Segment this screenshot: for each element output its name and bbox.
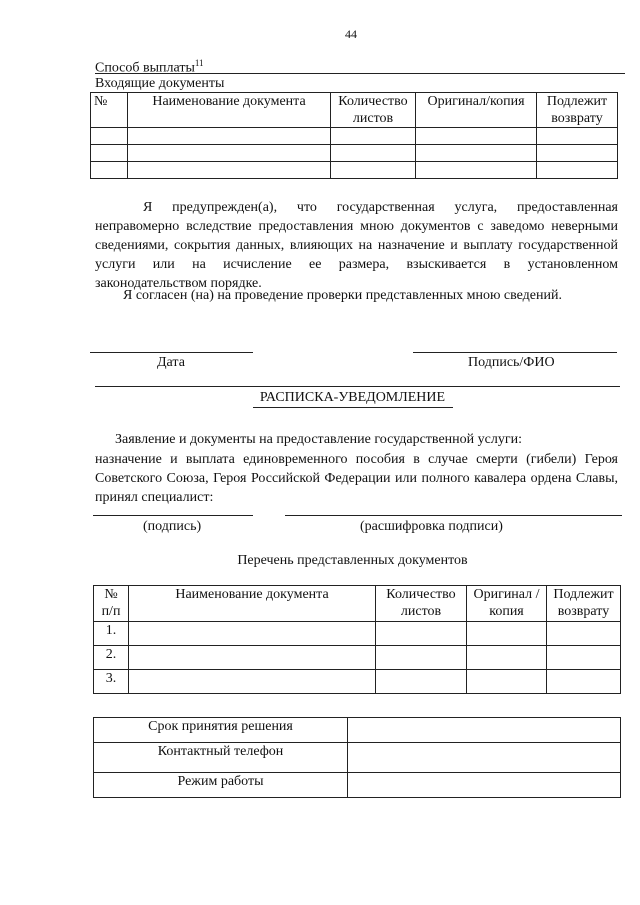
cell[interactable] xyxy=(537,145,618,162)
payment-method-line xyxy=(95,73,625,74)
table-row xyxy=(94,646,621,670)
col-header: Наименование документа xyxy=(129,586,376,622)
page-number: 44 xyxy=(345,27,357,41)
cell[interactable] xyxy=(416,162,537,179)
info-table xyxy=(93,717,621,798)
table-row xyxy=(94,622,621,646)
divider xyxy=(95,386,620,387)
cell[interactable] xyxy=(547,670,621,694)
cell[interactable] xyxy=(331,145,416,162)
cell[interactable] xyxy=(91,145,128,162)
cell[interactable] xyxy=(416,128,537,145)
cell[interactable] xyxy=(129,670,376,694)
cell[interactable] xyxy=(348,743,621,773)
cell[interactable] xyxy=(331,128,416,145)
footnote-ref: 11 xyxy=(194,58,204,68)
cell[interactable] xyxy=(376,670,467,694)
cell[interactable] xyxy=(547,646,621,670)
warning-paragraph: Я предупрежден(а), что государственная услуга, предоставленная неправомерно вследствие предоставления мною документов с заведомо неверными сведениями, сокрытия данных, влияющих на назначение и выплату государственной услуги или на исчисление ее размера, взыскивается в установленном законодательством порядке. xyxy=(95,200,618,291)
cell[interactable] xyxy=(376,646,467,670)
incoming-documents-table xyxy=(90,92,618,179)
row-number: 3. xyxy=(94,670,129,694)
date-label: Дата xyxy=(157,355,185,370)
signature-line xyxy=(413,352,617,353)
consent-paragraph: Я согласен (на) на проведение проверки представленных мною сведений. xyxy=(123,288,562,303)
table-row xyxy=(94,670,621,694)
col-header: Оригинал/копия xyxy=(416,93,537,128)
cell[interactable] xyxy=(376,622,467,646)
specialist-name-line xyxy=(285,515,622,516)
cell[interactable] xyxy=(129,646,376,670)
cell[interactable] xyxy=(348,718,621,743)
list-title: Перечень представленных документов xyxy=(237,553,468,568)
cell[interactable] xyxy=(537,162,618,179)
documents-table xyxy=(93,585,621,694)
info-label: Срок принятия решения xyxy=(94,718,348,743)
date-line xyxy=(90,352,253,353)
col-header: Подлежит возврату xyxy=(547,586,621,622)
cell[interactable] xyxy=(331,162,416,179)
info-label: Контактный телефон xyxy=(94,743,348,773)
table-row xyxy=(91,128,618,145)
col-header: Количество листов xyxy=(376,586,467,622)
cell[interactable] xyxy=(348,773,621,798)
table-row xyxy=(91,162,618,179)
cell[interactable] xyxy=(537,128,618,145)
cell[interactable] xyxy=(467,646,547,670)
table-row xyxy=(94,718,621,743)
col-header: Количество листов xyxy=(331,93,416,128)
cell[interactable] xyxy=(416,145,537,162)
cell[interactable] xyxy=(91,162,128,179)
signature-label: Подпись/ФИО xyxy=(468,355,555,370)
info-label: Режим работы xyxy=(94,773,348,798)
cell[interactable] xyxy=(91,128,128,145)
specialist-sign-line xyxy=(93,515,253,516)
table-row xyxy=(94,743,621,773)
receipt-text: назначение и выплата единовременного пособия в случае смерти (гибели) Героя Советского Союза, Героя Российской Федерации или полного кавалера ордена Славы, принял специалист: xyxy=(95,452,618,505)
row-number: 2. xyxy=(94,646,129,670)
cell[interactable] xyxy=(128,145,331,162)
col-header: № п/п xyxy=(94,586,129,622)
sign-caption: (подпись) xyxy=(143,519,202,534)
table-row xyxy=(94,773,621,798)
decode-caption: (расшифровка подписи) xyxy=(360,519,503,534)
col-header: Наименование документа xyxy=(128,93,331,128)
row-number: 1. xyxy=(94,622,129,646)
cell[interactable] xyxy=(547,622,621,646)
title-underline xyxy=(253,407,453,408)
cell[interactable] xyxy=(129,622,376,646)
cell[interactable] xyxy=(467,622,547,646)
col-header: Оригинал /копия xyxy=(467,586,547,622)
receipt-title: РАСПИСКА-УВЕДОМЛЕНИЕ xyxy=(259,390,446,405)
incoming-title: Входящие документы xyxy=(95,76,225,91)
cell[interactable] xyxy=(467,670,547,694)
cell[interactable] xyxy=(128,128,331,145)
cell[interactable] xyxy=(128,162,331,179)
table-row xyxy=(91,145,618,162)
payment-method-text: Способ выплаты xyxy=(95,60,195,76)
col-header: Подлежит возврату xyxy=(537,93,618,128)
col-header: № xyxy=(91,93,128,128)
receipt-line1: Заявление и документы на предоставление государственной услуги: xyxy=(115,432,522,447)
